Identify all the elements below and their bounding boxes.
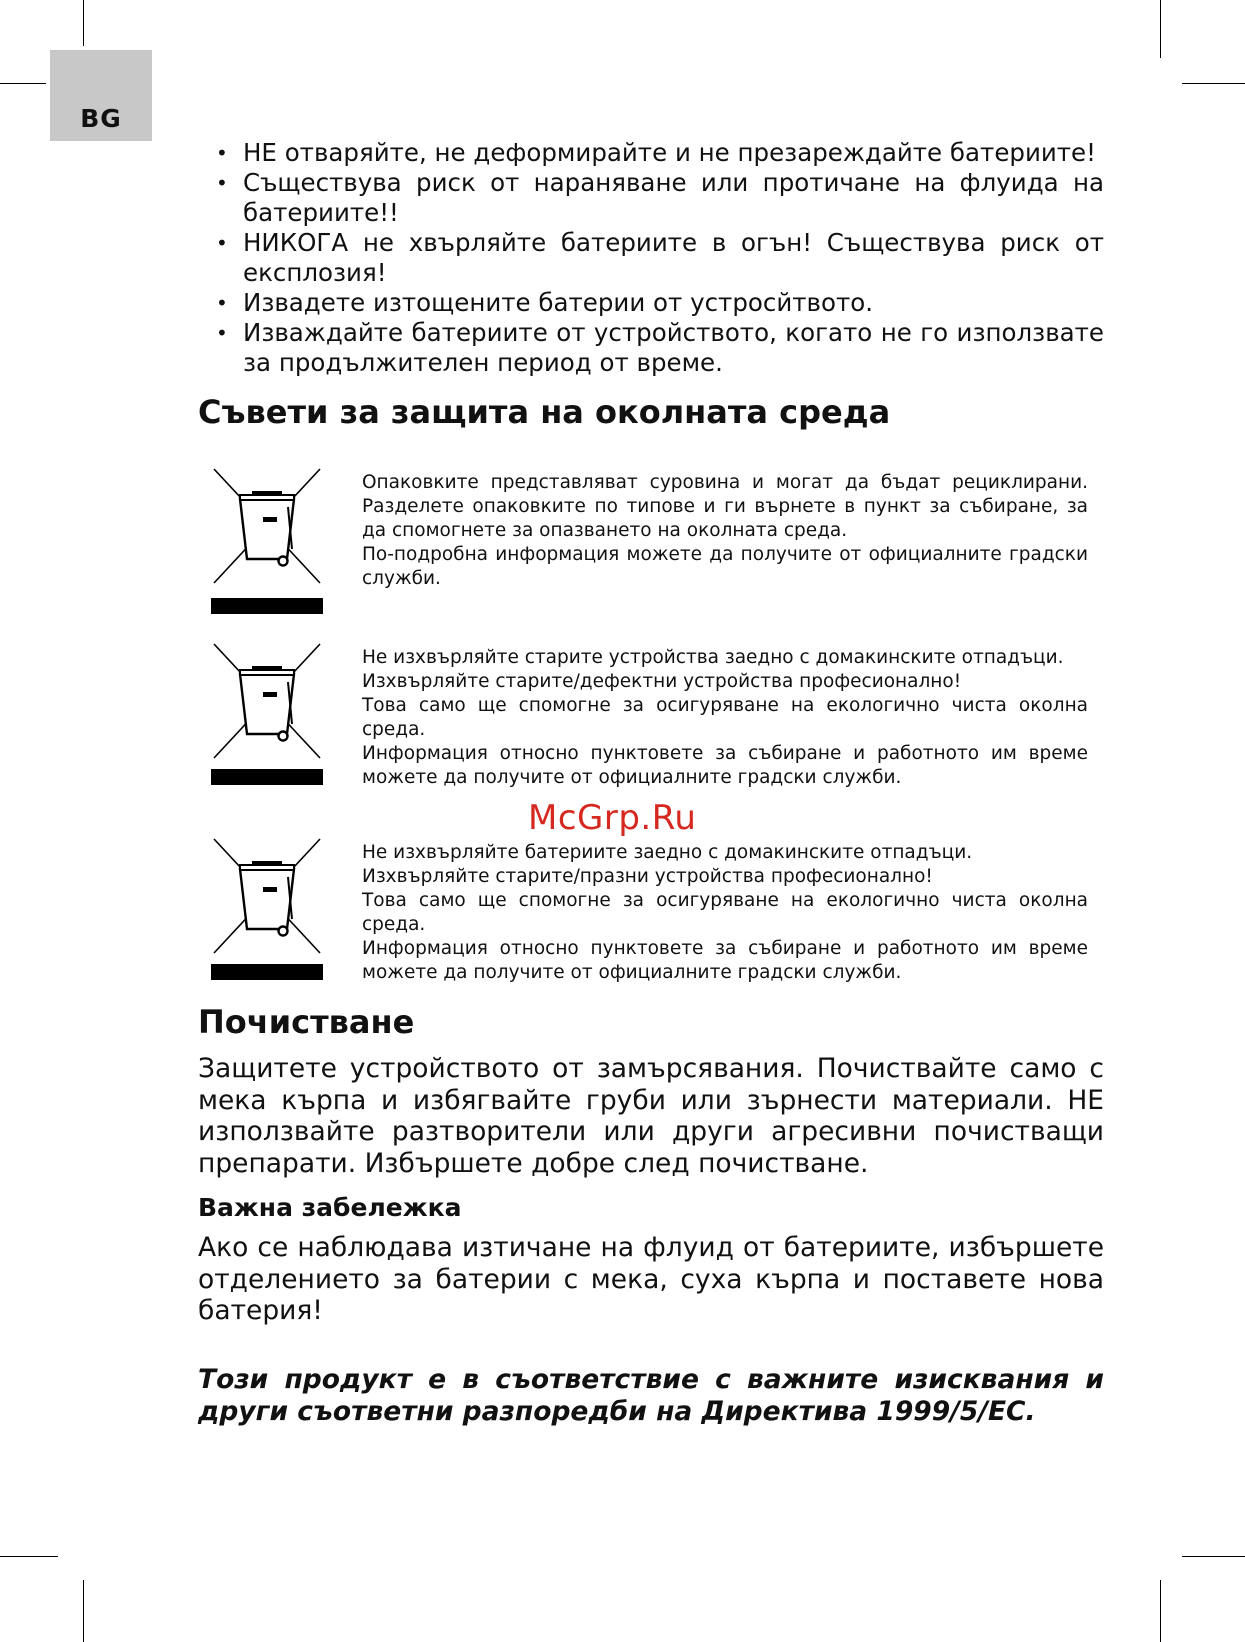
important-note-text: Ако се наблюдава изтичане на флуид от батериите, избършете отделението за батерии с мека, суха кърпа и поставете нова батерия! <box>198 1232 1104 1326</box>
crop-mark <box>1182 1556 1245 1557</box>
crop-mark <box>1160 1580 1161 1642</box>
language-tab <box>50 50 152 141</box>
environment-heading: Съвети за защита на околната среда <box>198 393 891 431</box>
cleaning-heading: Почистване <box>198 1003 415 1041</box>
paragraph: Това само ще спомогне за осигуряване на екологично чиста околна среда. <box>362 890 1088 935</box>
paragraph: Информация относно пунктовете за събиране и работното им време можете да получите от официалните градски служби. <box>362 743 1088 788</box>
environment-heading-wrap <box>198 393 1104 431</box>
recycling-block-devices <box>210 642 1090 792</box>
language-tab-label: BG <box>80 104 122 133</box>
battery-warning-list <box>198 138 1104 378</box>
paragraph: Не изхвърляйте батериите заедно с домакинските отпадъци. <box>362 842 973 863</box>
recycling-text <box>362 471 1088 591</box>
list-item: • НИКОГА не хвърляйте батериите в огън! Съществува риск от експлозия! <box>198 228 1104 288</box>
list-item: • Извадете изтощените батерии от устросйтвото. <box>198 288 1104 318</box>
cleaning-text: Защитете устройството от замърсявания. Почиствайте само с мека кърпа и избягвайте груби или зърнести материали. НЕ използвайте разтворители или други агресивни почистващи препарати. Избършете добре след почистване. <box>198 1053 1104 1179</box>
paragraph: Информация относно пунктовете за събиране и работното им време можете да получите от официалните градски служби. <box>362 938 1088 983</box>
paragraph: По-подробна информация можете да получите от официалните градски служби. <box>362 544 1088 589</box>
important-note-section <box>198 1193 1104 1327</box>
recycling-text <box>362 646 1088 790</box>
paragraph: Това само ще спомогне за осигуряване на екологично чиста околна среда. <box>362 695 1088 740</box>
crop-mark <box>1160 0 1161 58</box>
crop-mark <box>1182 83 1245 84</box>
weee-crossed-bin-icon <box>210 837 324 985</box>
crop-mark <box>0 1556 58 1557</box>
paragraph: Изхвърляйте старите/дефектни устройства професионално! <box>362 671 962 692</box>
recycling-text <box>362 841 1088 985</box>
crop-mark <box>0 83 46 84</box>
list-item: • НЕ отваряйте, не деформирайте и не презареждайте батериите! <box>198 138 1104 168</box>
watermark: McGrp.Ru <box>528 798 697 838</box>
paragraph: Не изхвърляйте старите устройства заедно с домакинските отпадъци. <box>362 647 1064 668</box>
battery-warnings <box>198 138 1104 378</box>
list-item: • Съществува риск от нараняване или протичане на флуида на батериите!! <box>198 168 1104 228</box>
weee-crossed-bin-icon <box>210 467 324 615</box>
conformity-section <box>198 1364 1104 1428</box>
conformity-statement: Този продукт е в съответствие с важните изисквания и други съответни разпоредби на Директива 1999/5/ЕС. <box>198 1364 1104 1427</box>
paragraph: Изхвърляйте старите/празни устройства професионално! <box>362 866 933 887</box>
crop-mark <box>83 1580 84 1642</box>
important-note-heading: Важна забележка <box>198 1193 462 1222</box>
crop-mark <box>83 0 84 46</box>
recycling-block-batteries <box>210 837 1090 987</box>
paragraph: Опаковките представляват суровина и могат да бъдат рециклирани. Разделете опаковките по типове и ги върнете в пункт за събиране, за да спомогнете за опазването на околната среда. <box>362 472 1088 541</box>
list-item: • Изваждайте батериите от устройството, когато не го използвате за продължителен период от време. <box>198 318 1104 378</box>
cleaning-section <box>198 1003 1104 1179</box>
weee-crossed-bin-icon <box>210 642 324 790</box>
recycling-block-packaging <box>210 467 1090 617</box>
